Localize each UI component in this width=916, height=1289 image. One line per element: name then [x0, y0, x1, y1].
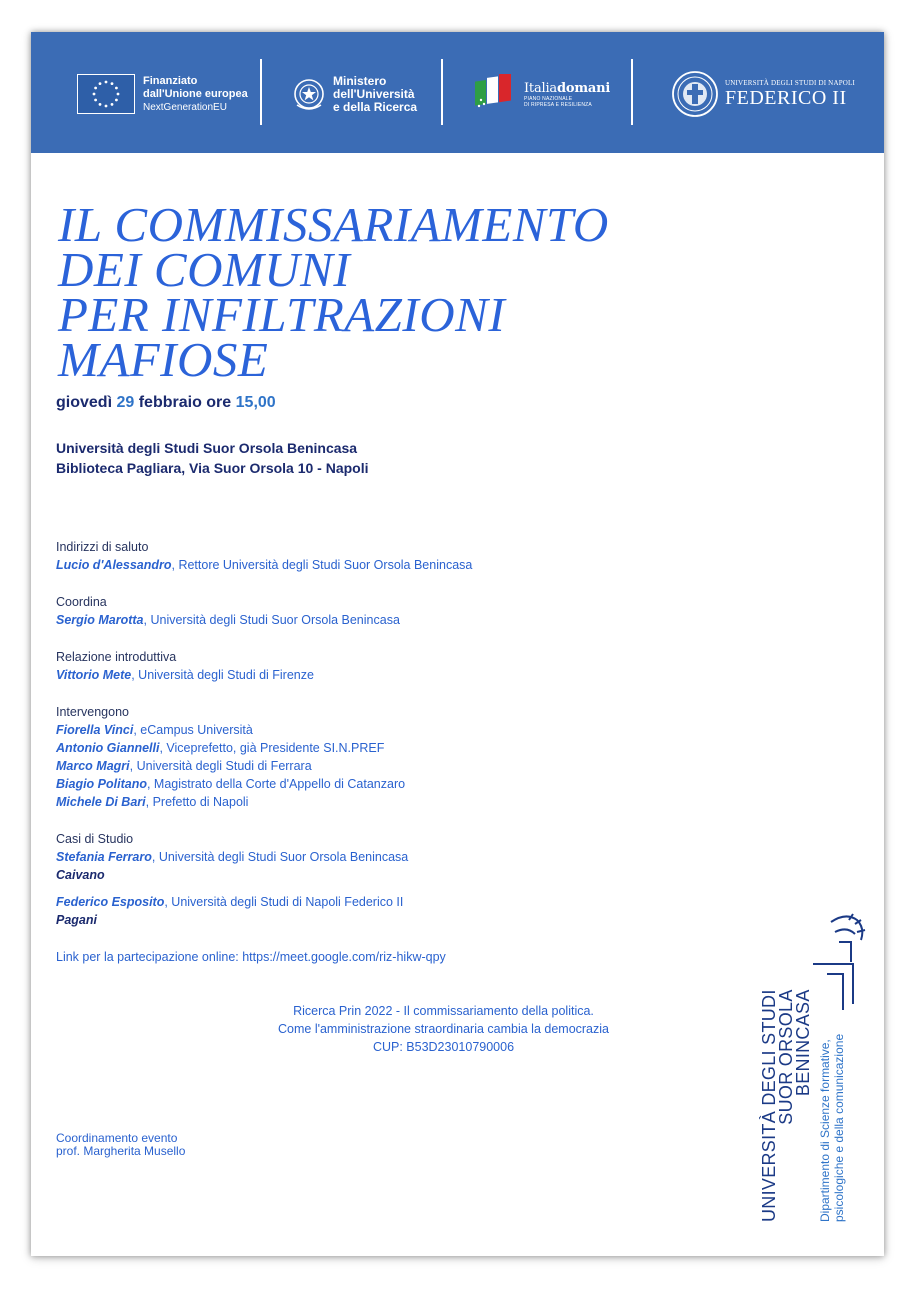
title-line: IL COMMISSARIAMENTO	[58, 197, 609, 252]
event-venue	[56, 438, 369, 478]
speaker-name: Stefania Ferraro	[56, 850, 152, 864]
italiadomani-name	[524, 81, 610, 96]
section-label: Relazione introduttiva	[56, 650, 177, 664]
italiadomani-logo	[472, 62, 610, 126]
federico-text	[725, 79, 855, 109]
italiadomani-sub2: DI RIPRESA E RESILIENZA	[524, 101, 592, 108]
section-label: Intervengono	[56, 705, 129, 719]
italiadomani-flag-icon	[472, 74, 518, 114]
eu-logo	[77, 62, 248, 126]
speaker-affiliation: , Prefetto di Napoli	[145, 795, 249, 809]
speaker-affiliation: , Magistrato della Corte d'Appello di Catanzaro	[146, 777, 406, 791]
federico-big: FEDERICO II	[725, 87, 847, 109]
speaker-name: Biagio Politano	[56, 777, 147, 791]
eu-line3: NextGenerationEU	[143, 101, 227, 113]
logo-banner	[31, 32, 884, 153]
section-label: Casi di Studio	[56, 832, 134, 846]
program-section-intervengono	[56, 703, 616, 811]
speaker-affiliation: , Rettore Università degli Studi Suor Orsola Benincasa	[171, 558, 473, 572]
suor-orsola-wordmark	[761, 989, 846, 1222]
speaker-affiliation: , Università degli Studi Suor Orsola Benincasa	[143, 613, 400, 627]
eu-line2: dall'Unione europea	[143, 87, 248, 100]
online-link-line	[56, 948, 616, 966]
banner-divider	[441, 59, 443, 125]
prin-line1: Ricerca Prin 2022 - Il commissariamento della politica.	[293, 1004, 594, 1018]
ministry-logo	[293, 62, 417, 126]
section-label: Coordina	[56, 595, 107, 609]
event-title	[58, 197, 609, 387]
speaker-name: Vittorio Mete	[56, 668, 132, 682]
section-label: Indirizzi di saluto	[56, 540, 149, 554]
venue-line1: Università degli Studi Suor Orsola Benincasa	[56, 440, 358, 456]
university-name-line1: UNIVERSITÀ DEGLI STUDI	[759, 989, 779, 1222]
ministry-line1: Ministero	[333, 73, 387, 88]
federico-seal-icon	[671, 70, 719, 118]
eu-flag-icon	[77, 74, 135, 114]
speaker-name: Antonio Giannelli	[56, 741, 160, 755]
prin-cup: CUP: B53D23010790006	[372, 1040, 515, 1054]
speaker-name: Marco Magri	[56, 759, 130, 773]
coordination-name: prof. Margherita Musello	[56, 1144, 186, 1158]
event-day: giovedì	[56, 394, 113, 411]
online-link-label: Link per la partecipazione online:	[56, 950, 243, 964]
poster-sheet	[31, 32, 884, 1256]
program	[56, 538, 616, 985]
speaker-name: Lucio d'Alessandro	[56, 558, 172, 572]
event-datetime	[56, 394, 276, 412]
ministry-line2: dell'Università	[333, 86, 415, 101]
speaker-affiliation: , Università degli Studi di Napoli Federico II	[164, 895, 404, 909]
online-meeting-link[interactable]: https://meet.google.com/riz-hikw-qpy	[242, 950, 446, 964]
ministry-line3: e della Ricerca	[333, 99, 418, 114]
department-line1: Dipartimento di Scienze formative,	[818, 1039, 832, 1222]
speaker-affiliation: , eCampus Università	[133, 723, 253, 737]
program-section-relazione	[56, 648, 616, 684]
ministry-text	[333, 75, 417, 114]
federico-ii-logo	[671, 62, 855, 126]
banner-divider	[260, 59, 262, 125]
university-name-line2: SUOR ORSOLA	[776, 989, 796, 1125]
program-section-casi	[56, 830, 616, 884]
italian-emblem-icon	[293, 75, 325, 113]
speaker-name: Fiorella Vinci	[56, 723, 134, 737]
prin-line2: Come l'amministrazione straordinaria cambia la democrazia	[278, 1022, 609, 1036]
program-section-casi-2	[56, 893, 616, 929]
university-name-line3: BENINCASA	[793, 989, 813, 1097]
venue-line2: Biblioteca Pagliara, Via Suor Orsola 10 - Napoli	[56, 460, 369, 476]
prin-research-info	[211, 1002, 676, 1056]
federico-small: UNIVERSITÀ DEGLI STUDI DI NAPOLI	[725, 79, 856, 87]
department-line2: psicologiche e della comunicazione	[832, 1033, 846, 1222]
speaker-affiliation: , Viceprefetto, già Presidente SI.N.PREF	[159, 741, 385, 755]
title-line: PER INFILTRAZIONI	[58, 287, 506, 342]
italiadomani-name-b: domani	[556, 80, 611, 96]
event-date-number: 29	[116, 394, 135, 411]
speaker-name: Federico Esposito	[56, 895, 165, 909]
title-line: DEI COMUNI	[58, 242, 351, 297]
speaker-name: Sergio Marotta	[56, 613, 144, 627]
event-coordination	[56, 1132, 185, 1158]
italiadomani-sub1: PIANO NAZIONALE	[524, 95, 573, 102]
speaker-affiliation: , Università degli Studi Suor Orsola Benincasa	[151, 850, 409, 864]
italiadomani-name-a: Italia	[524, 80, 557, 96]
event-time: 15,00	[235, 394, 276, 411]
case-study: Pagani	[56, 913, 97, 927]
speaker-affiliation: , Università degli Studi di Firenze	[131, 668, 314, 682]
case-study: Caivano	[56, 868, 105, 882]
title-line: MAFIOSE	[58, 332, 269, 387]
coordination-label: Coordinamento evento	[56, 1131, 178, 1145]
program-section-saluto	[56, 538, 616, 574]
banner-divider	[631, 59, 633, 125]
italiadomani-text	[524, 81, 610, 108]
event-month: febbraio ore	[138, 394, 232, 411]
eu-line1: Finanziato	[143, 74, 198, 87]
speaker-affiliation: , Università degli Studi di Ferrara	[129, 759, 312, 773]
eu-text	[143, 75, 248, 114]
program-section-coordina	[56, 593, 616, 629]
speaker-name: Michele Di Bari	[56, 795, 146, 809]
